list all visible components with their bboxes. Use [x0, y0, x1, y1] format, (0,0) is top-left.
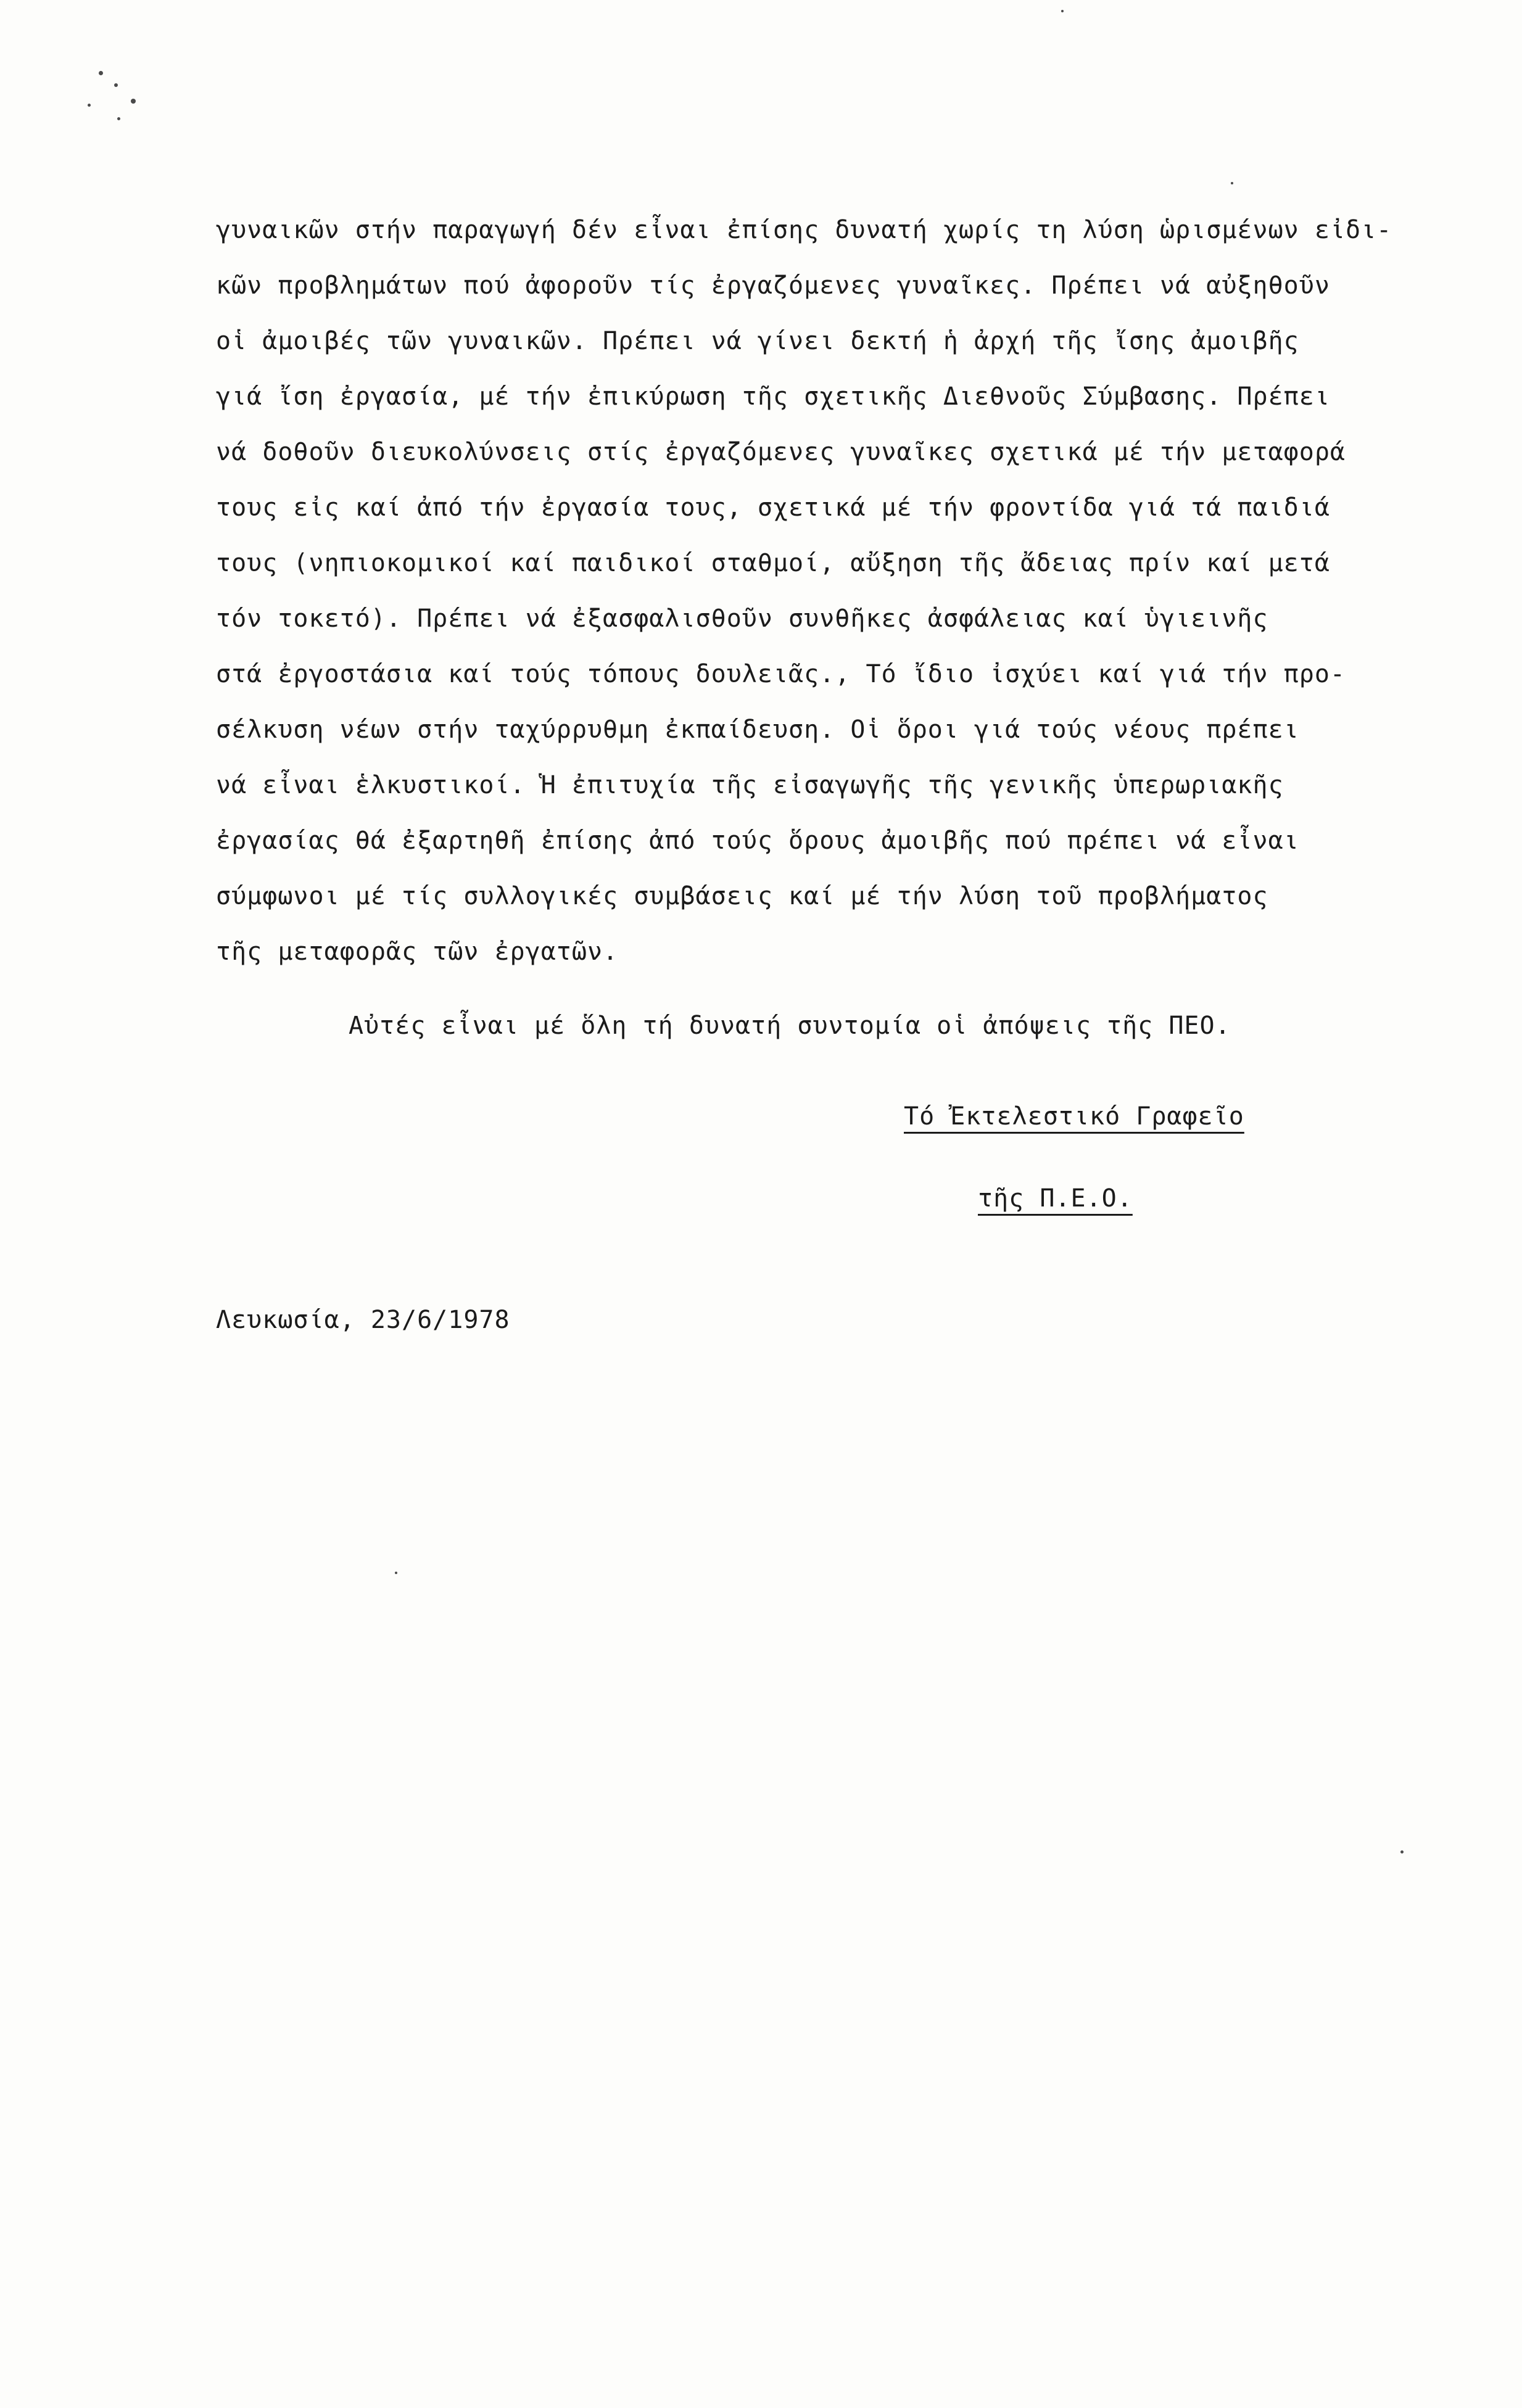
body-line: σέλκυση νέων στήν ταχύρρυθμη ἐκπαίδευση. Οἱ ὅροι γιά τούς νέους πρέπει	[216, 715, 1299, 744]
scan-speck	[88, 104, 91, 107]
body-line: νά δοθοῦν διευκολύνσεις στίς ἐργαζόμενες γυναῖκες σχετικά μέ τήν μεταφορά	[216, 438, 1346, 466]
scan-speck	[117, 117, 120, 120]
body-line: γυναικῶν στήν παραγωγή δέν εἶναι ἐπίσης δυνατή χωρίς τη λύση ὡρισμένων εἰδι-	[216, 216, 1392, 244]
body-line: τους (νηπιοκομικοί καί παιδικοί σταθμοί, αὔξηση τῆς ἄδειας πρίν καί μετά	[216, 549, 1330, 577]
scan-speck	[99, 71, 103, 75]
scan-speck	[114, 83, 118, 87]
body-line: στά ἐργοστάσια καί τούς τόπους δουλειᾶς., Τό ἴδιο ἰσχύει καί γιά τήν προ-	[216, 660, 1346, 688]
scan-speck	[395, 1572, 397, 1574]
place-date-line: Λευκωσία, 23/6/1978	[216, 1306, 510, 1334]
scan-speck	[1231, 182, 1233, 184]
body-line: γιά ἴση ἐργασία, μέ τήν ἐπικύρωση τῆς σχετικῆς Διεθνοῦς Σύμβασης. Πρέπει	[216, 382, 1330, 411]
body-line: κῶν προβλημάτων πού ἀφοροῦν τίς ἐργαζόμενες γυναῖκες. Πρέπει νά αὐξηθοῦν	[216, 271, 1330, 300]
body-line: τόν τοκετό). Πρέπει νά ἐξασφαλισθοῦν συνθῆκες ἀσφάλειας καί ὑγιεινῆς	[216, 604, 1268, 633]
body-line: οἱ ἀμοιβές τῶν γυναικῶν. Πρέπει νά γίνει δεκτή ἡ ἀρχή τῆς ἴσης ἀμοιβῆς	[216, 327, 1299, 355]
body-line: τους εἰς καί ἀπό τήν ἐργασία τους, σχετικά μέ τήν φροντίδα γιά τά παιδιά	[216, 493, 1330, 522]
body-line: νά εἶναι ἑλκυστικοί. Ἡ ἐπιτυχία τῆς εἰσαγωγῆς τῆς γενικῆς ὑπερωριακῆς	[216, 771, 1284, 799]
signature-line-2: τῆς Π.Ε.Ο.	[978, 1184, 1133, 1213]
body-line: τῆς μεταφορᾶς τῶν ἐργατῶν.	[216, 938, 619, 966]
signature-line-1: Τό Ἐκτελεστικό Γραφεῖο	[904, 1102, 1244, 1131]
scan-speck	[1400, 1850, 1404, 1853]
body-line: ἐργασίας θά ἐξαρτηθῆ ἐπίσης ἀπό τούς ὅρους ἀμοιβῆς πού πρέπει νά εἶναι	[216, 827, 1299, 855]
closing-sentence: Αὐτές εἶναι μέ ὅλη τή δυνατή συντομία οἱ ἀπόψεις τῆς ΠΕΟ.	[349, 1012, 1231, 1040]
scan-speck	[1061, 10, 1064, 12]
body-line: σύμφωνοι μέ τίς συλλογικές συμβάσεις καί μέ τήν λύση τοῦ προβλήματος	[216, 882, 1268, 910]
scan-speck	[131, 99, 136, 104]
